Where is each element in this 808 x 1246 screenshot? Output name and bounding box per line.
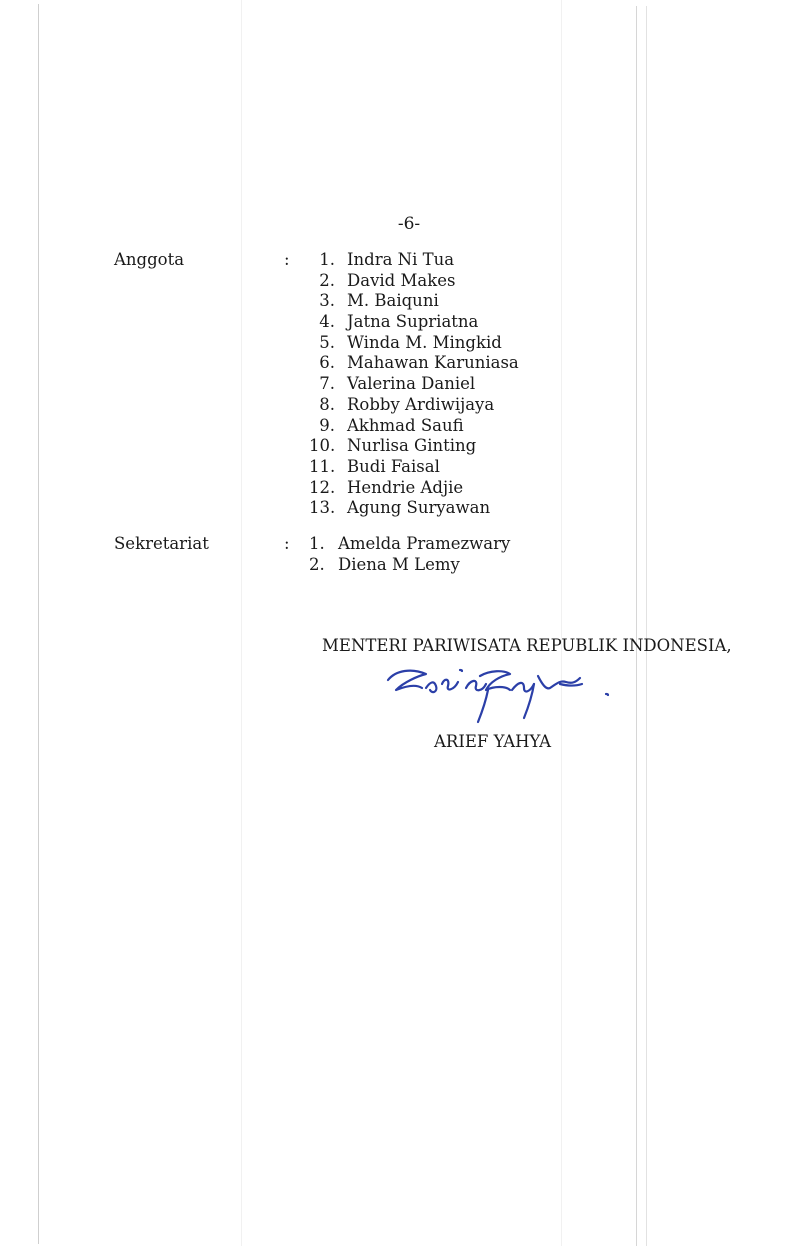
member-name: M. Baiquni <box>347 291 439 311</box>
member-name: Amelda Pramezwary <box>338 534 511 553</box>
scan-edge-right <box>636 6 637 1246</box>
member-name: Agung Suryawan <box>347 498 491 518</box>
item-number: 2. <box>319 270 335 290</box>
signatory-name: ARIEF YAHYA <box>434 732 552 751</box>
list-item <box>309 291 439 312</box>
member-name: Hendrie Adjie <box>347 477 464 497</box>
item-number: 3. <box>319 291 335 311</box>
list-item <box>309 498 491 519</box>
page-number <box>0 214 808 234</box>
item-number: 12. <box>309 477 336 497</box>
item-number: 10. <box>309 436 336 456</box>
list-item <box>309 534 511 555</box>
item-number: 11. <box>309 456 336 476</box>
section-colon: : <box>284 250 290 269</box>
scan-artifact-line <box>561 0 562 1246</box>
member-name: Valerina Daniel <box>347 374 476 394</box>
member-name: Indra Ni Tua <box>347 250 455 269</box>
list-item <box>309 456 440 478</box>
list-item <box>309 477 464 499</box>
page-number-text: -6- <box>397 214 421 234</box>
list-item <box>309 312 479 333</box>
member-name: Akhmad Saufi <box>347 415 464 435</box>
list-item <box>309 415 464 437</box>
scan-edge-left <box>38 4 39 1244</box>
item-number: 2. <box>309 554 325 574</box>
scan-artifact-line <box>241 0 242 1246</box>
member-name: Diena M Lemy <box>338 554 460 574</box>
member-name: Winda M. Mingkid <box>347 332 502 352</box>
list-item <box>309 270 456 292</box>
list-item <box>309 554 460 576</box>
signatory-title: MENTERI PARIWISATA REPUBLIK INDONESIA, <box>322 636 732 655</box>
member-list-anggota <box>309 250 519 519</box>
section-label: Sekretariat <box>114 534 209 553</box>
item-number: 7. <box>319 374 335 394</box>
section-colon: : <box>284 534 290 553</box>
item-number: 1. <box>309 534 325 553</box>
member-name: Mahawan Karuniasa <box>347 353 519 373</box>
member-name: David Makes <box>347 270 456 290</box>
member-name: Jatna Supriatna <box>347 312 479 332</box>
list-item <box>309 332 502 354</box>
item-number: 8. <box>319 394 335 414</box>
member-name: Nurlisa Ginting <box>347 436 477 456</box>
item-number: 6. <box>319 353 335 373</box>
member-name: Robby Ardiwijaya <box>347 394 495 414</box>
list-item <box>309 353 519 374</box>
item-number: 1. <box>319 250 335 269</box>
list-item <box>309 374 476 395</box>
section-label: Anggota <box>114 250 185 269</box>
item-number: 4. <box>319 312 335 332</box>
member-name: Budi Faisal <box>347 456 440 476</box>
item-number: 9. <box>319 415 335 435</box>
list-item <box>309 436 477 457</box>
member-list-sekretariat <box>309 534 511 575</box>
handwritten-signature <box>382 660 612 730</box>
item-number: 5. <box>319 332 335 352</box>
list-item <box>309 250 455 271</box>
scan-edge-right-secondary <box>646 6 647 1246</box>
list-item <box>309 394 495 416</box>
item-number: 13. <box>309 498 336 518</box>
